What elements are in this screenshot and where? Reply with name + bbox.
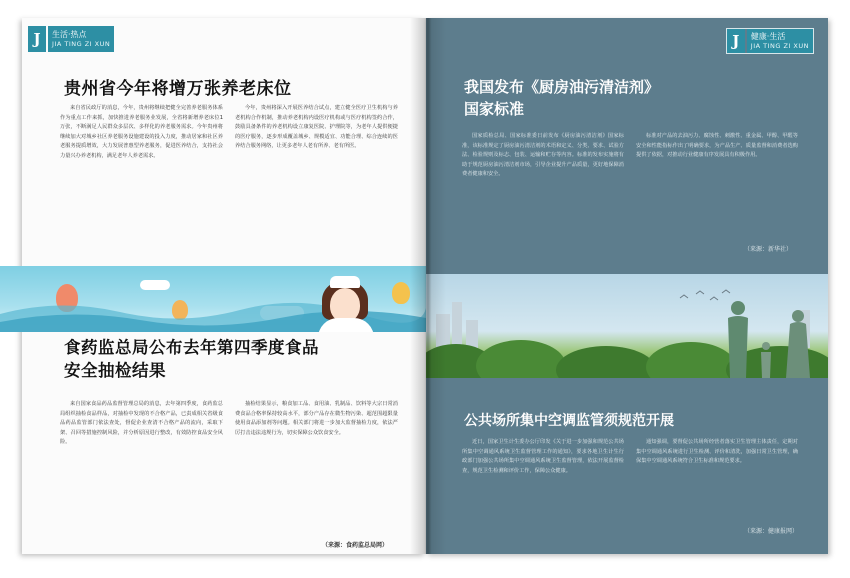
article-column: 抽检结果显示，粮食加工品、食用油、乳制品、饮料等大宗日常消费食品合格率保持较高水平，部分产品存在微生物污染、超范围超限量使用食品添加剂等问题。相关部门将进一步加大监督抽检力度，依法严厉打击违法违规行为，切实保障公众饮食安全。 [235, 401, 398, 436]
badge-pinyin-label: JIA TING ZI XUN [52, 39, 111, 48]
title-line: 我国发布《厨房油污清洁剂》 [464, 78, 660, 96]
article-title-air-conditioning: 公共场所集中空调监管须规范开展 [464, 413, 674, 429]
article-column: 通知强调，要督促公共场所经营者落实卫生管理主体责任，定期对集中空调通风系统进行卫生检测、评价和清洗，加强日常卫生管理，确保集中空调通风系统符合卫生标准和规范要求。 [636, 439, 798, 464]
cloud-icon [140, 280, 170, 290]
j-logo-icon: J [727, 29, 745, 53]
article-column: 来自省民政厅的消息，今年，贵州将继续把健全完善养老服务体系作为重点工作来抓，加快推进养老服务业发展，全省将新增养老床位1万张，不断满足人民群众多层次、多样化的养老服务需求。今年贵州将继续加大对城乡社区养老服务设施建设的投入力度，推动居家和社区养老服务提质增效，大力发展普惠型养老服务，促进医养结合，支持社会力量兴办养老机构，满足老年人养老需求。 [60, 105, 223, 159]
magazine-spread [22, 18, 828, 554]
article-title-cleaner-standard [464, 76, 659, 120]
article-column: 近日，国家卫生计生委办公厅印发《关于进一步加强和规范公共场所集中空调通风系统卫生监督管理工作的通知》，要求各地卫生计生行政部门加强公共场所集中空调通风系统卫生监督管理，依法开展监督检查，规范卫生检测和评价工作，保障公众健康。 [462, 439, 624, 474]
article-column: 今年，贵州将深入开展医养结合试点，建立健全医疗卫生机构与养老机构合作机制，推动养老机构内设医疗机构或与医疗机构签约合作，鼓励具备条件的养老机构设立康复医院、护理院等，为老年人提供便捷的医疗服务，逐步形成覆盖城乡、规模适宜、功能合理、综合连续的医养结合服务网络，让更多老年人老有所养、老有所医。 [235, 105, 398, 149]
column-badge-right [726, 28, 814, 54]
article-source: （来源：食药监总局网） [322, 542, 389, 549]
article-column: 国家质检总局、国家标准委日前发布《厨房油污清洁剂》国家标准，该标准规定了厨房油污清洁剂的术语和定义、分类、要求、试验方法、检验规则及标志、包装、运输和贮存等内容。标准的发布实施将有助于规范厨房油污清洁剂市场，引导企业提升产品质量，更好地保障消费者健康和安全。 [462, 133, 624, 177]
birds-icon [676, 288, 736, 312]
column-badge-left [28, 26, 114, 52]
title-line: 食药监总局公布去年第四季度食品 [64, 338, 319, 357]
right-page [426, 18, 828, 554]
decorative-banner-image [0, 266, 426, 332]
badge-pinyin-label: JIA TING ZI XUN [750, 41, 809, 50]
article-title-elderly-beds: 贵州省今年将增万张养老床位 [64, 79, 292, 99]
article-title-food-safety [64, 336, 319, 382]
badge-section-label: 健康·生活 [750, 31, 786, 41]
article-column: 来自国家食品药品监督管理总局的消息，去年第四季度，食药监总局组织抽检食品样品，对抽检中发现的不合格产品，已责成相关省级食品药品监管部门依法查处，督促企业查清不合格产品的流向，采取下架、召回等措施控制风险，并分析原因进行整改，有效防控食品安全风险。 [60, 401, 223, 445]
article-source: （来源：新华社） [744, 246, 793, 253]
title-line: 国家标准 [464, 100, 525, 118]
article-body-elderly-beds [60, 104, 398, 278]
article-source: （来源：健康报网） [744, 528, 799, 535]
badge-section-label: 生活·热点 [52, 29, 87, 39]
j-logo-icon: J [28, 26, 46, 52]
left-page [22, 18, 426, 554]
article-column: 标准对产品的去油污力、腐蚀性、刺激性、重金属、甲醇、甲醛等安全和性能指标作出了明确要求，为产品生产、质量监督和消费者选购提供了依据，对推动行业健康有序发展具有积极作用。 [636, 133, 798, 158]
family-park-photo [426, 274, 828, 378]
title-line: 安全抽检结果 [64, 361, 166, 380]
article-body-food-safety [60, 400, 398, 550]
